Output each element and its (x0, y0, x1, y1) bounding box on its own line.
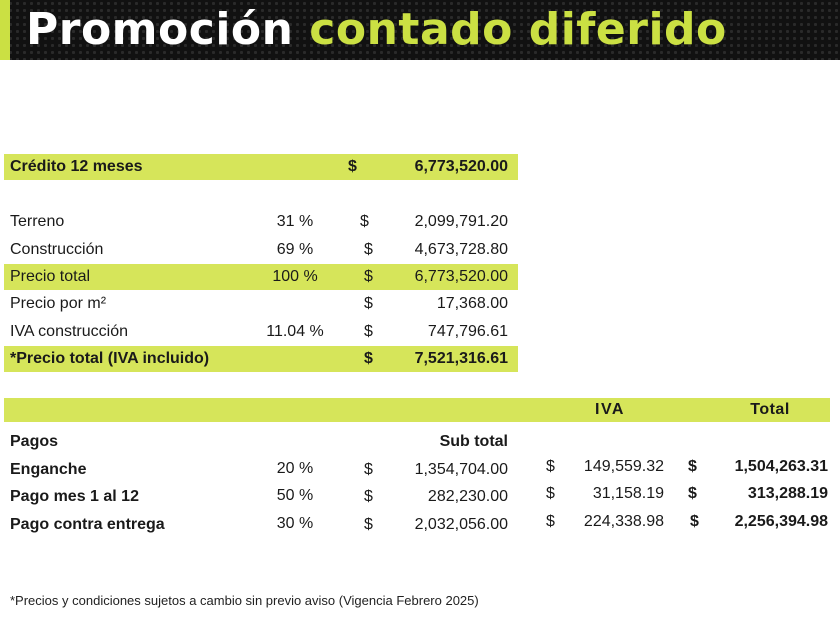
row-currency: $ (364, 295, 373, 312)
title-part-2: contado diferido (309, 4, 727, 55)
row-amount: 6,773,520.00 (414, 268, 508, 285)
row-pct: 69 % (276, 241, 314, 258)
row-currency: $ (364, 268, 373, 285)
payment-subtotal: 2,032,056.00 (414, 516, 508, 533)
payment-subtotal: 282,230.00 (427, 488, 508, 505)
row-label: Precio por m² (10, 295, 107, 312)
payment-pct: 50 % (276, 487, 314, 504)
row-amount: 17,368.00 (436, 295, 508, 312)
payment-total-currency: $ (690, 513, 699, 530)
row-currency: $ (364, 241, 373, 258)
credit-amount: 6,773,520.00 (414, 158, 508, 175)
payment-total: 2,256,394.98 (734, 513, 828, 530)
page-title (26, 2, 727, 58)
payment-iva-currency: $ (546, 458, 555, 475)
row-currency: $ (364, 323, 373, 340)
payments-col-total: Total (750, 401, 790, 418)
payment-iva-currency: $ (546, 485, 555, 502)
header-accent-stripe (0, 0, 10, 60)
payment-currency: $ (364, 488, 373, 505)
payments-header-bar (4, 398, 830, 422)
total-iva-currency: $ (364, 350, 373, 367)
payment-label: Pago mes 1 al 12 (10, 488, 139, 505)
payment-total: 313,288.19 (747, 485, 828, 502)
row-label: Precio total (10, 268, 91, 285)
footnote: *Precios y condiciones sujetos a cambio sin previo aviso (Vigencia Febrero 2025) (10, 593, 479, 608)
payment-total: 1,504,263.31 (734, 458, 828, 475)
payment-currency: $ (364, 516, 373, 533)
payment-label: Pago contra entrega (10, 516, 165, 533)
payment-iva: 224,338.98 (583, 513, 664, 530)
payment-label: Enganche (10, 461, 87, 478)
row-amount: 4,673,728.80 (414, 241, 508, 258)
row-currency: $ (360, 213, 369, 230)
payment-pct: 30 % (276, 515, 314, 532)
total-iva-label: *Precio total (IVA incluido) (10, 350, 210, 367)
payments-title: Pagos (10, 433, 59, 450)
payment-iva: 31,158.19 (592, 485, 664, 502)
row-pct: 31 % (276, 213, 314, 230)
row-amount: 747,796.61 (427, 323, 508, 340)
row-label: Construcción (10, 241, 104, 258)
title-part-1: Promoción (26, 4, 294, 55)
total-iva-amount: 7,521,316.61 (414, 350, 508, 367)
credit-currency: $ (348, 158, 357, 175)
row-amount: 2,099,791.20 (414, 213, 508, 230)
row-label: IVA construcción (10, 323, 128, 340)
payment-subtotal: 1,354,704.00 (414, 461, 508, 478)
payment-total-currency: $ (688, 458, 697, 475)
payment-pct: 20 % (276, 460, 314, 477)
row-pct: 11.04 % (266, 323, 324, 340)
payment-iva: 149,559.32 (583, 458, 664, 475)
row-pct: 100 % (272, 268, 318, 285)
row-label: Terreno (10, 213, 65, 230)
payments-col-subtotal: Sub total (439, 433, 508, 450)
payment-total-currency: $ (688, 485, 697, 502)
payments-col-iva: IVA (595, 401, 625, 418)
payment-iva-currency: $ (546, 513, 555, 530)
credit-label: Crédito 12 meses (10, 158, 143, 175)
payment-currency: $ (364, 461, 373, 478)
header-banner (0, 0, 840, 60)
